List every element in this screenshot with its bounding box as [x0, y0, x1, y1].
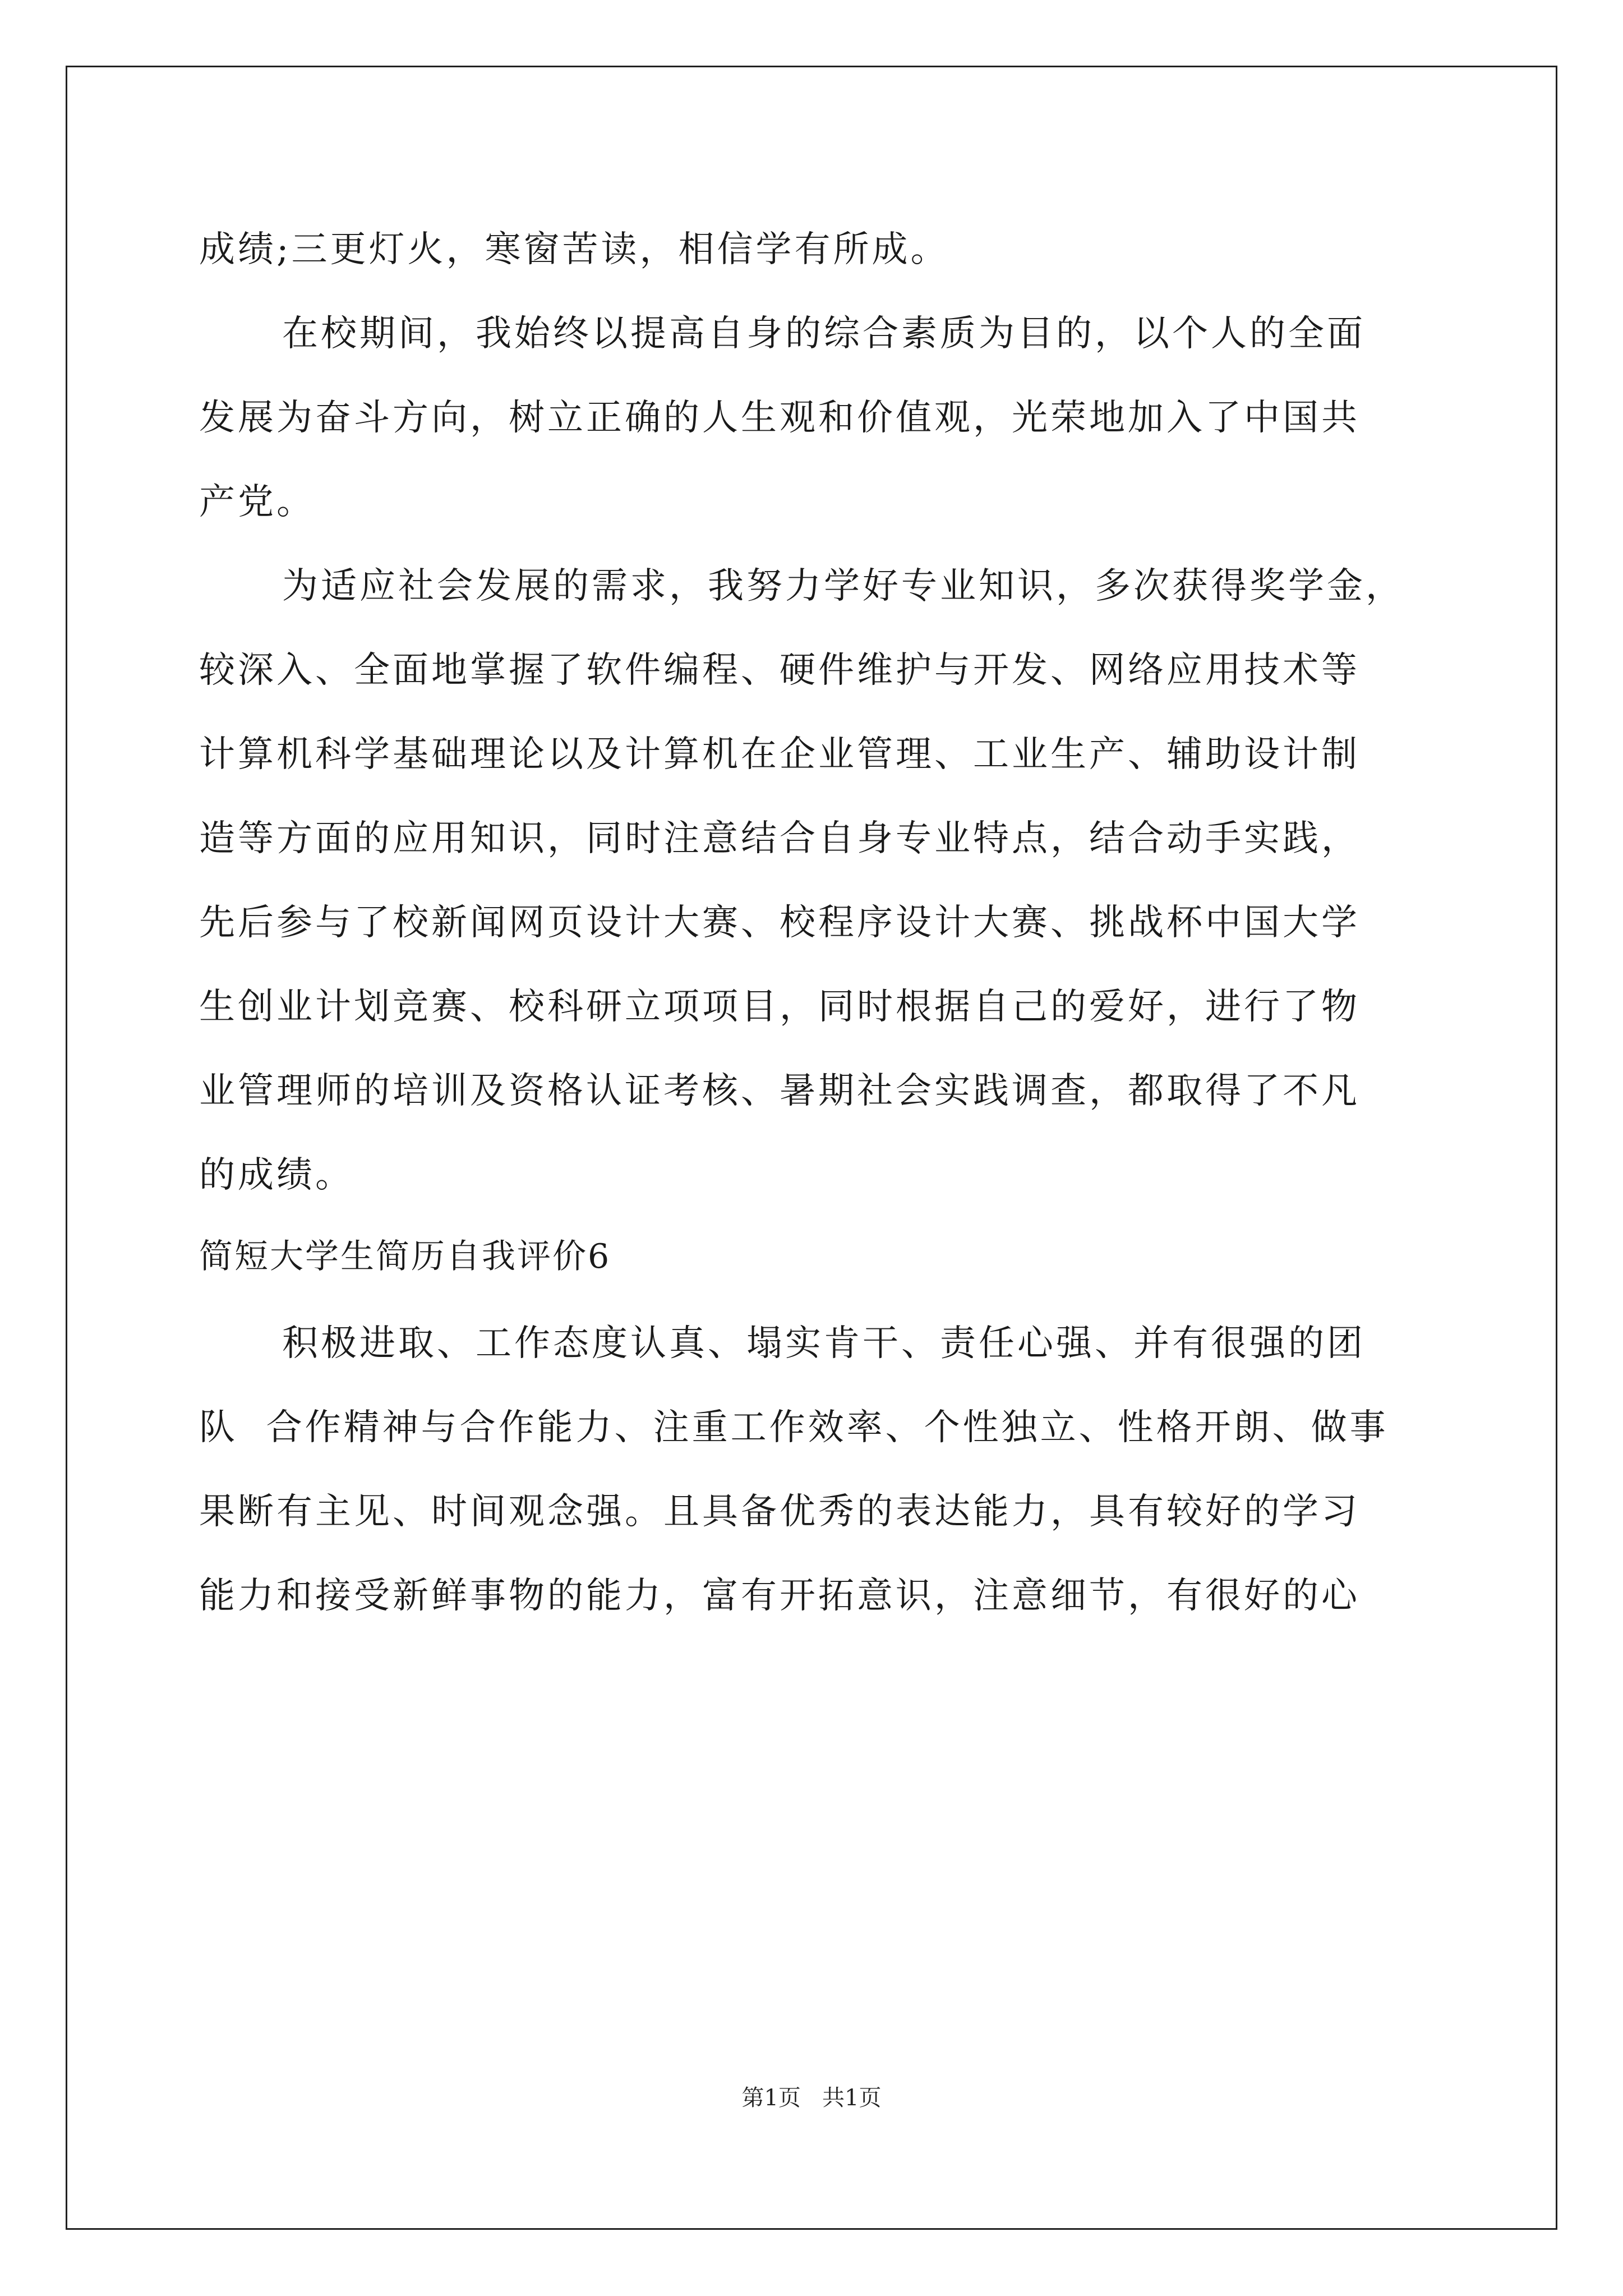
text-line: 计算机科学基础理论以及计算机在企业管理、工业生产、辅助设计制 — [199, 734, 1360, 775]
text-line: 产党。 — [199, 481, 315, 523]
text-line: 业管理师的培训及资格认证考核、暑期社会实践调查，都取得了不凡 — [199, 1070, 1360, 1112]
page-number: 第1页 共1页 — [741, 2085, 882, 2111]
text-line: 造等方面的应用知识，同时注意结合自身专业特点，结合动手实践， — [199, 818, 1360, 859]
text-line: 生创业计划竞赛、校科研立项项目，同时根据自己的爱好，进行了物 — [199, 986, 1360, 1028]
text-line: 较深入、全面地掌握了软件编程、硬件维护与开发、网络应用技术等 — [199, 650, 1360, 691]
text-line: 成绩;三更灯火，寒窗苦读，相信学有所成。 — [199, 229, 949, 270]
text-line: 为适应社会发展的需求，我努力学好专业知识，多次获得奖学金， — [282, 565, 1404, 607]
document-body — [199, 208, 1455, 1638]
text-line: 先后参与了校新闻网页设计大赛、校程序设计大赛、挑战杯中国大学 — [199, 902, 1360, 944]
text-line: 积极进取、工作态度认真、塌实肯干、责任心强、并有很强的团 — [282, 1323, 1366, 1364]
text-line: 的成绩。 — [199, 1154, 354, 1196]
text-line: 发展为奋斗方向，树立正确的人生观和价值观，光荣地加入了中国共 — [199, 397, 1360, 439]
text-line: 果断有主见、时间观念强。且具备优秀的表达能力，具有较好的学习 — [199, 1491, 1360, 1533]
section-heading: 简短大学生简历自我评价6 — [199, 1237, 611, 1276]
text-line: 能力和接受新鲜事物的能力，富有开拓意识，注意细节，有很好的心 — [199, 1575, 1360, 1617]
text-line: 在校期间，我始终以提高自身的综合素质为目的，以个人的全面 — [282, 313, 1366, 355]
text-line: 队 合作精神与合作能力、注重工作效率、个性独立、性格开朗、做事 — [199, 1407, 1389, 1448]
